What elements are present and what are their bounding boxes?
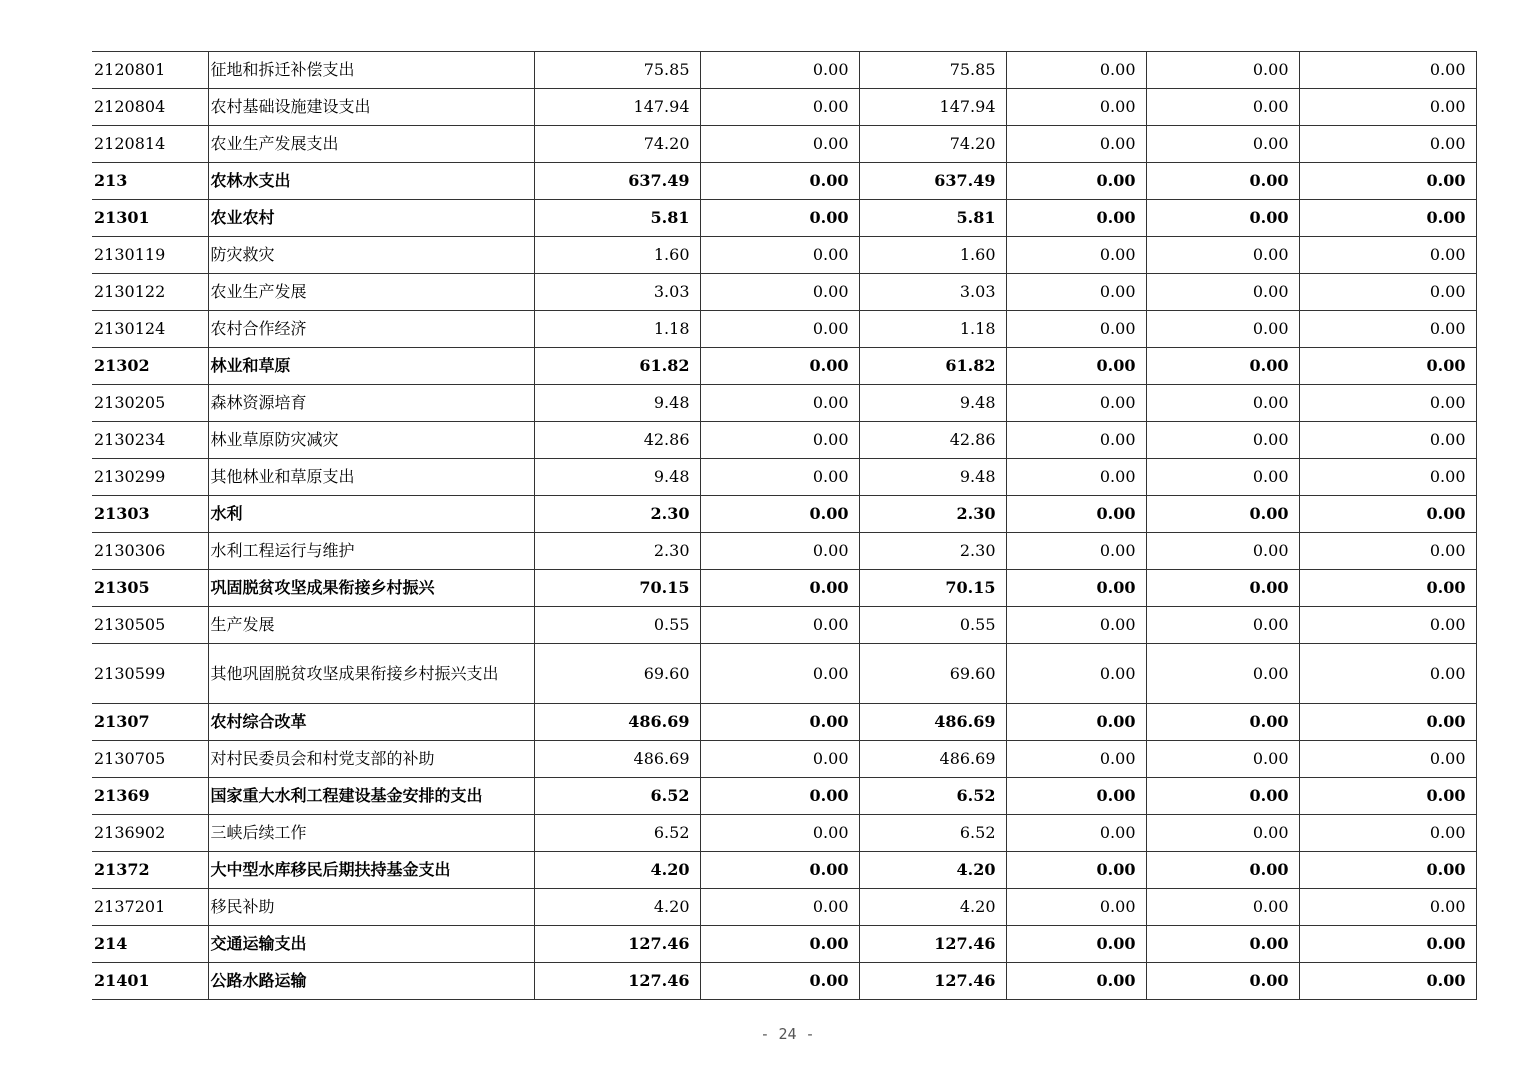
amount-cell: 0.00 — [1146, 644, 1299, 704]
amount-cell: 1.18 — [534, 311, 700, 348]
amount-cell: 74.20 — [534, 126, 700, 163]
amount-cell: 1.60 — [859, 237, 1006, 274]
table-row — [92, 963, 1476, 1000]
account-name-cell: 林业和草原 — [208, 348, 534, 385]
table-row — [92, 163, 1476, 200]
amount-cell: 0.00 — [1299, 422, 1476, 459]
amount-cell: 0.00 — [1299, 852, 1476, 889]
amount-cell: 0.00 — [700, 89, 859, 126]
amount-cell: 127.46 — [859, 926, 1006, 963]
amount-cell: 0.00 — [1146, 237, 1299, 274]
amount-cell: 0.00 — [1299, 741, 1476, 778]
amount-cell: 0.00 — [1299, 237, 1476, 274]
table-row — [92, 348, 1476, 385]
amount-cell: 0.00 — [1006, 496, 1146, 533]
amount-cell: 0.00 — [700, 163, 859, 200]
amount-cell: 0.00 — [1299, 533, 1476, 570]
account-name-cell: 移民补助 — [208, 889, 534, 926]
amount-cell: 42.86 — [859, 422, 1006, 459]
amount-cell: 2.30 — [534, 533, 700, 570]
account-name-cell: 农村基础设施建设支出 — [208, 89, 534, 126]
amount-cell: 0.00 — [1146, 200, 1299, 237]
account-code-cell: 2137201 — [92, 889, 208, 926]
amount-cell: 0.00 — [700, 815, 859, 852]
account-name-cell: 防灾救灾 — [208, 237, 534, 274]
account-code-cell: 2130599 — [92, 644, 208, 704]
account-code-cell: 21301 — [92, 200, 208, 237]
account-code-cell: 21302 — [92, 348, 208, 385]
amount-cell: 0.00 — [700, 496, 859, 533]
table-row — [92, 852, 1476, 889]
amount-cell: 0.00 — [1146, 570, 1299, 607]
table-row — [92, 570, 1476, 607]
account-code-cell: 2130124 — [92, 311, 208, 348]
amount-cell: 6.52 — [859, 815, 1006, 852]
account-code-cell: 21372 — [92, 852, 208, 889]
amount-cell: 0.00 — [1146, 852, 1299, 889]
amount-cell: 3.03 — [534, 274, 700, 311]
amount-cell: 6.52 — [859, 778, 1006, 815]
amount-cell: 0.55 — [534, 607, 700, 644]
account-name-cell: 公路水路运输 — [208, 963, 534, 1000]
amount-cell: 0.00 — [1146, 926, 1299, 963]
amount-cell: 0.00 — [1006, 459, 1146, 496]
amount-cell: 0.00 — [1006, 704, 1146, 741]
table-row — [92, 644, 1476, 704]
amount-cell: 0.00 — [1299, 348, 1476, 385]
table-row — [92, 52, 1476, 89]
amount-cell: 4.20 — [859, 889, 1006, 926]
amount-cell: 9.48 — [859, 385, 1006, 422]
amount-cell: 0.00 — [700, 741, 859, 778]
table-row — [92, 741, 1476, 778]
amount-cell: 0.00 — [1146, 741, 1299, 778]
account-name-cell: 大中型水库移民后期扶持基金支出 — [208, 852, 534, 889]
amount-cell: 0.00 — [1006, 926, 1146, 963]
amount-cell: 0.00 — [1146, 52, 1299, 89]
amount-cell: 127.46 — [534, 963, 700, 1000]
amount-cell: 4.20 — [534, 852, 700, 889]
account-code-cell: 2130119 — [92, 237, 208, 274]
account-code-cell: 21369 — [92, 778, 208, 815]
table-row — [92, 237, 1476, 274]
amount-cell: 0.00 — [700, 570, 859, 607]
amount-cell: 69.60 — [859, 644, 1006, 704]
amount-cell: 486.69 — [859, 741, 1006, 778]
amount-cell: 0.00 — [1006, 89, 1146, 126]
account-name-cell: 生产发展 — [208, 607, 534, 644]
table-row — [92, 496, 1476, 533]
amount-cell: 0.00 — [1146, 963, 1299, 1000]
amount-cell: 0.00 — [1006, 126, 1146, 163]
amount-cell: 0.00 — [700, 963, 859, 1000]
page-number: - 24 - — [760, 1025, 815, 1043]
table-row — [92, 926, 1476, 963]
amount-cell: 0.00 — [1146, 311, 1299, 348]
budget-table — [92, 51, 1477, 1000]
account-code-cell: 214 — [92, 926, 208, 963]
amount-cell: 1.60 — [534, 237, 700, 274]
amount-cell: 0.00 — [1299, 815, 1476, 852]
account-name-cell: 巩固脱贫攻坚成果衔接乡村振兴 — [208, 570, 534, 607]
amount-cell: 3.03 — [859, 274, 1006, 311]
amount-cell: 9.48 — [534, 385, 700, 422]
amount-cell: 9.48 — [534, 459, 700, 496]
account-code-cell: 2130299 — [92, 459, 208, 496]
amount-cell: 0.00 — [1006, 422, 1146, 459]
amount-cell: 0.00 — [1146, 778, 1299, 815]
amount-cell: 0.55 — [859, 607, 1006, 644]
amount-cell: 0.00 — [700, 778, 859, 815]
amount-cell: 0.00 — [1299, 496, 1476, 533]
account-name-cell: 农业生产发展 — [208, 274, 534, 311]
amount-cell: 0.00 — [1146, 496, 1299, 533]
account-name-cell: 对村民委员会和村党支部的补助 — [208, 741, 534, 778]
amount-cell: 486.69 — [534, 704, 700, 741]
amount-cell: 0.00 — [1299, 126, 1476, 163]
amount-cell: 0.00 — [700, 607, 859, 644]
account-code-cell: 21401 — [92, 963, 208, 1000]
amount-cell: 0.00 — [1006, 644, 1146, 704]
amount-cell: 0.00 — [700, 889, 859, 926]
account-name-cell: 水利 — [208, 496, 534, 533]
amount-cell: 0.00 — [700, 459, 859, 496]
amount-cell: 2.30 — [534, 496, 700, 533]
amount-cell: 42.86 — [534, 422, 700, 459]
amount-cell: 0.00 — [1299, 926, 1476, 963]
amount-cell: 0.00 — [1299, 163, 1476, 200]
amount-cell: 2.30 — [859, 496, 1006, 533]
amount-cell: 0.00 — [1006, 237, 1146, 274]
amount-cell: 147.94 — [534, 89, 700, 126]
amount-cell: 9.48 — [859, 459, 1006, 496]
account-name-cell: 农村合作经济 — [208, 311, 534, 348]
amount-cell: 0.00 — [1006, 348, 1146, 385]
amount-cell: 0.00 — [1006, 385, 1146, 422]
amount-cell: 0.00 — [1299, 963, 1476, 1000]
amount-cell: 0.00 — [1146, 274, 1299, 311]
amount-cell: 0.00 — [1006, 570, 1146, 607]
amount-cell: 61.82 — [534, 348, 700, 385]
amount-cell: 0.00 — [1006, 815, 1146, 852]
account-code-cell: 2120801 — [92, 52, 208, 89]
amount-cell: 61.82 — [859, 348, 1006, 385]
account-name-cell: 三峡后续工作 — [208, 815, 534, 852]
account-name-cell: 农业生产发展支出 — [208, 126, 534, 163]
account-code-cell: 2136902 — [92, 815, 208, 852]
amount-cell: 127.46 — [859, 963, 1006, 1000]
account-name-cell: 国家重大水利工程建设基金安排的支出 — [208, 778, 534, 815]
amount-cell: 0.00 — [1299, 778, 1476, 815]
amount-cell: 0.00 — [1299, 459, 1476, 496]
amount-cell: 486.69 — [859, 704, 1006, 741]
amount-cell: 0.00 — [1299, 704, 1476, 741]
amount-cell: 5.81 — [534, 200, 700, 237]
amount-cell: 0.00 — [700, 926, 859, 963]
amount-cell: 0.00 — [1006, 274, 1146, 311]
amount-cell: 0.00 — [700, 644, 859, 704]
account-name-cell: 林业草原防灾减灾 — [208, 422, 534, 459]
amount-cell: 0.00 — [1299, 889, 1476, 926]
amount-cell: 0.00 — [1299, 644, 1476, 704]
amount-cell: 6.52 — [534, 778, 700, 815]
amount-cell: 0.00 — [1299, 607, 1476, 644]
account-code-cell: 2120804 — [92, 89, 208, 126]
account-code-cell: 2130122 — [92, 274, 208, 311]
account-code-cell: 2130505 — [92, 607, 208, 644]
amount-cell: 0.00 — [1299, 89, 1476, 126]
account-name-cell: 农村综合改革 — [208, 704, 534, 741]
amount-cell: 127.46 — [534, 926, 700, 963]
amount-cell: 147.94 — [859, 89, 1006, 126]
amount-cell: 74.20 — [859, 126, 1006, 163]
amount-cell: 0.00 — [1006, 52, 1146, 89]
amount-cell: 0.00 — [1146, 607, 1299, 644]
amount-cell: 0.00 — [700, 200, 859, 237]
account-code-cell: 2120814 — [92, 126, 208, 163]
amount-cell: 0.00 — [1299, 200, 1476, 237]
amount-cell: 0.00 — [1006, 200, 1146, 237]
account-code-cell: 2130234 — [92, 422, 208, 459]
table-body — [92, 52, 1476, 1000]
amount-cell: 0.00 — [700, 385, 859, 422]
account-name-cell: 其他巩固脱贫攻坚成果衔接乡村振兴支出 — [208, 644, 534, 704]
amount-cell: 0.00 — [1006, 533, 1146, 570]
table-row — [92, 385, 1476, 422]
amount-cell: 4.20 — [859, 852, 1006, 889]
amount-cell: 2.30 — [859, 533, 1006, 570]
table-row — [92, 459, 1476, 496]
amount-cell: 0.00 — [1299, 385, 1476, 422]
account-name-cell: 交通运输支出 — [208, 926, 534, 963]
account-name-cell: 农业农村 — [208, 200, 534, 237]
amount-cell: 0.00 — [700, 52, 859, 89]
amount-cell: 0.00 — [1006, 311, 1146, 348]
amount-cell: 0.00 — [1146, 348, 1299, 385]
amount-cell: 0.00 — [1146, 704, 1299, 741]
account-code-cell: 21305 — [92, 570, 208, 607]
amount-cell: 75.85 — [534, 52, 700, 89]
amount-cell: 0.00 — [1146, 422, 1299, 459]
amount-cell: 0.00 — [700, 348, 859, 385]
amount-cell: 0.00 — [700, 704, 859, 741]
amount-cell: 0.00 — [1299, 274, 1476, 311]
amount-cell: 69.60 — [534, 644, 700, 704]
amount-cell: 0.00 — [1006, 963, 1146, 1000]
account-code-cell: 2130306 — [92, 533, 208, 570]
account-name-cell: 其他林业和草原支出 — [208, 459, 534, 496]
amount-cell: 6.52 — [534, 815, 700, 852]
amount-cell: 75.85 — [859, 52, 1006, 89]
amount-cell: 0.00 — [700, 126, 859, 163]
amount-cell: 0.00 — [1146, 385, 1299, 422]
amount-cell: 0.00 — [1146, 889, 1299, 926]
table-row — [92, 311, 1476, 348]
amount-cell: 0.00 — [1006, 889, 1146, 926]
account-name-cell: 农林水支出 — [208, 163, 534, 200]
amount-cell: 0.00 — [1146, 163, 1299, 200]
account-code-cell: 213 — [92, 163, 208, 200]
amount-cell: 637.49 — [859, 163, 1006, 200]
account-code-cell: 2130205 — [92, 385, 208, 422]
amount-cell: 0.00 — [1299, 570, 1476, 607]
amount-cell: 1.18 — [859, 311, 1006, 348]
amount-cell: 0.00 — [1146, 533, 1299, 570]
table-row — [92, 889, 1476, 926]
amount-cell: 0.00 — [700, 237, 859, 274]
amount-cell: 0.00 — [1006, 778, 1146, 815]
table-row — [92, 200, 1476, 237]
amount-cell: 0.00 — [700, 422, 859, 459]
amount-cell: 70.15 — [859, 570, 1006, 607]
table-row — [92, 704, 1476, 741]
amount-cell: 0.00 — [1006, 163, 1146, 200]
table-row — [92, 533, 1476, 570]
amount-cell: 0.00 — [700, 852, 859, 889]
amount-cell: 486.69 — [534, 741, 700, 778]
amount-cell: 4.20 — [534, 889, 700, 926]
amount-cell: 0.00 — [1299, 52, 1476, 89]
table-row — [92, 274, 1476, 311]
amount-cell: 637.49 — [534, 163, 700, 200]
amount-cell: 0.00 — [700, 533, 859, 570]
amount-cell: 0.00 — [1299, 311, 1476, 348]
account-code-cell: 21307 — [92, 704, 208, 741]
account-name-cell: 水利工程运行与维护 — [208, 533, 534, 570]
amount-cell: 5.81 — [859, 200, 1006, 237]
amount-cell: 0.00 — [1006, 852, 1146, 889]
amount-cell: 70.15 — [534, 570, 700, 607]
account-code-cell: 2130705 — [92, 741, 208, 778]
amount-cell: 0.00 — [1146, 126, 1299, 163]
account-code-cell: 21303 — [92, 496, 208, 533]
amount-cell: 0.00 — [1146, 815, 1299, 852]
table-row — [92, 815, 1476, 852]
amount-cell: 0.00 — [1006, 607, 1146, 644]
table-row — [92, 607, 1476, 644]
table-row — [92, 89, 1476, 126]
account-name-cell: 征地和拆迁补偿支出 — [208, 52, 534, 89]
account-name-cell: 森林资源培育 — [208, 385, 534, 422]
amount-cell: 0.00 — [1006, 741, 1146, 778]
table-row — [92, 778, 1476, 815]
table-row — [92, 422, 1476, 459]
amount-cell: 0.00 — [1146, 89, 1299, 126]
amount-cell: 0.00 — [1146, 459, 1299, 496]
amount-cell: 0.00 — [700, 311, 859, 348]
table-row — [92, 126, 1476, 163]
amount-cell: 0.00 — [700, 274, 859, 311]
